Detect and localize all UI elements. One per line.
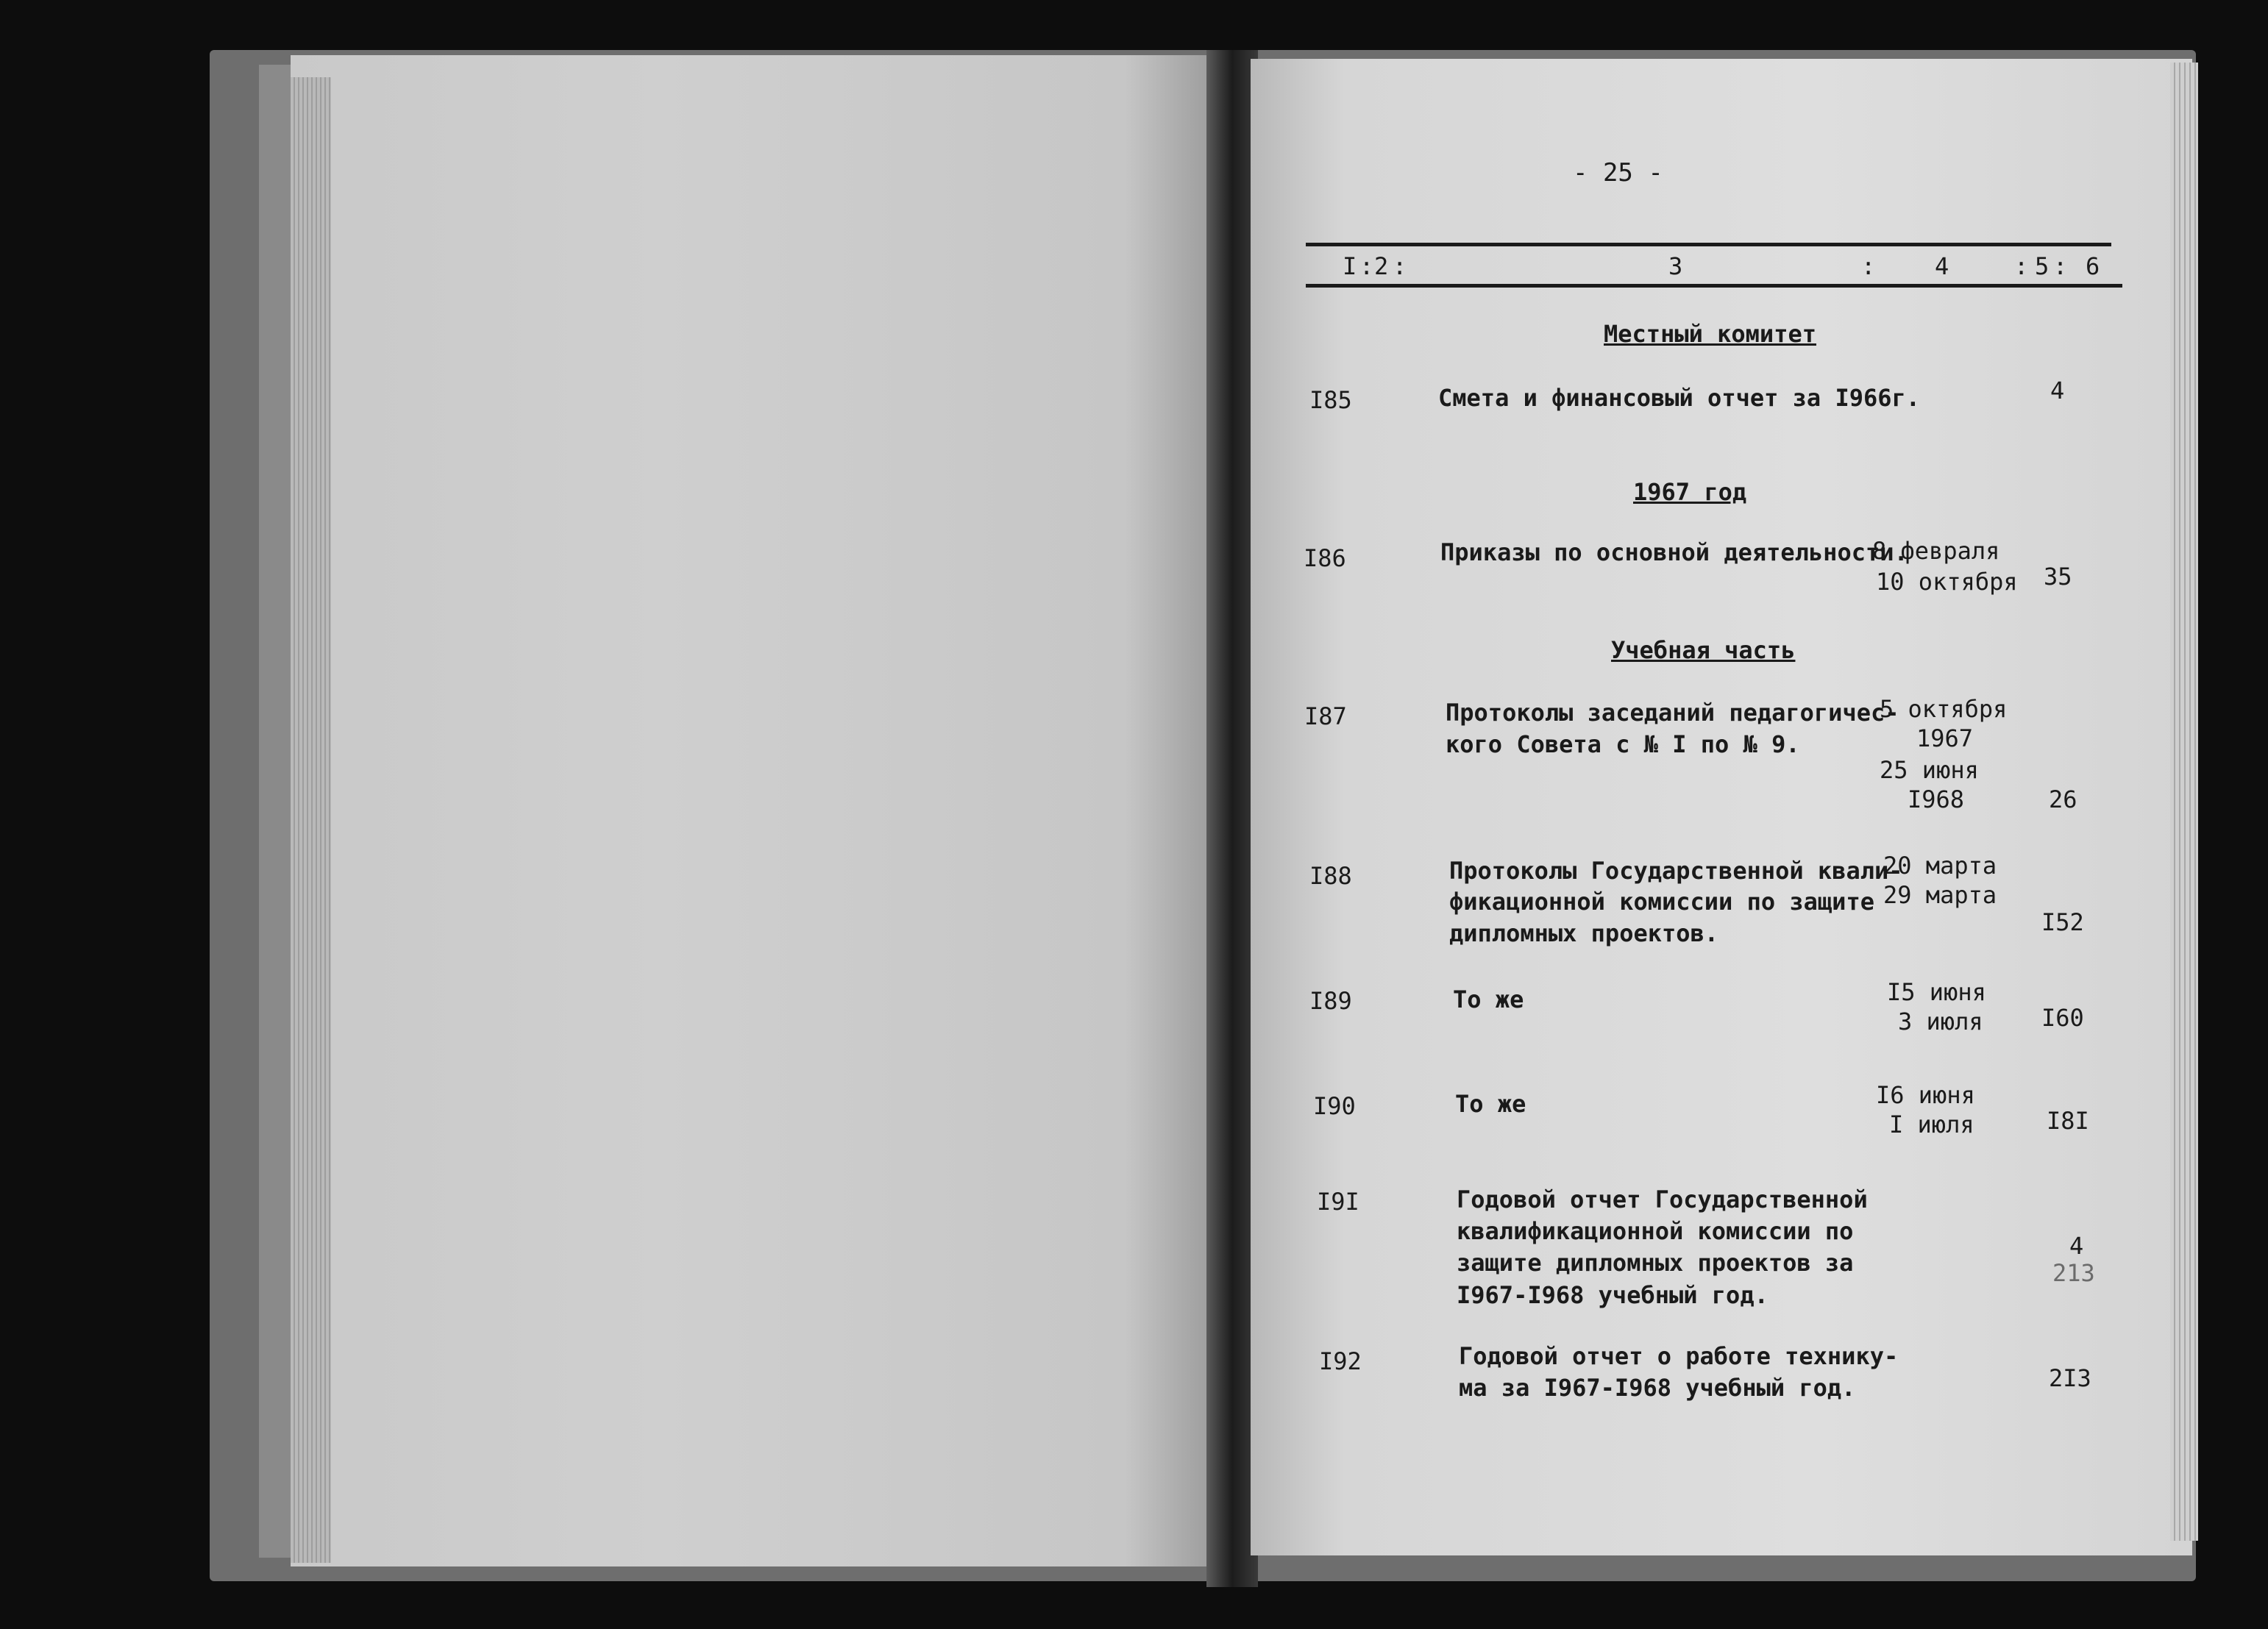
entry-title: фикационной комиссии по защите [1449, 888, 1874, 916]
column-header-3: 3 [1668, 252, 1683, 280]
entry-title: I967-I968 учебный год. [1457, 1281, 1768, 1309]
entry-date: 10 октября [1876, 568, 2018, 596]
entry-date: I5 июня [1887, 978, 1986, 1006]
page-stack-right [2170, 63, 2198, 1541]
entry-number: I87 [1304, 702, 1347, 730]
entry-number: I9I [1317, 1188, 1359, 1216]
table-header-rule-bottom [1306, 284, 2122, 288]
entry-number: I86 [1304, 544, 1346, 572]
entry-number: I88 [1309, 862, 1352, 890]
entry-date: 8 февраля [1872, 537, 2000, 565]
entry-title: То же [1453, 985, 1524, 1013]
entry-sheet-count: 4 [2069, 1232, 2084, 1260]
column-header-6: 6 [2086, 252, 2100, 280]
entry-sheet-count: 2I3 [2049, 1364, 2091, 1392]
entry-sheet-count: 4 [2050, 377, 2065, 404]
entry-title: Смета и финансовый отчет за I966г. [1438, 384, 1921, 412]
left-page-blank [291, 55, 1217, 1566]
entry-date: 29 марта [1883, 881, 1997, 909]
column-separator: : [1861, 252, 1876, 280]
entry-title: ма за I967-I968 учебный год. [1459, 1374, 1856, 1402]
entry-title: кого Совета с № I по № 9. [1446, 730, 1800, 758]
entry-date: 20 марта [1883, 852, 1997, 880]
entry-sheet-count-faint: 213 [2052, 1259, 2095, 1287]
table-header-rule-top [1306, 243, 2111, 246]
column-separator: : [1359, 252, 1374, 280]
entry-title: Протоколы Государственной квали- [1449, 857, 1903, 885]
entry-title: Годовой отчет Государственной [1457, 1186, 1868, 1213]
entry-sheet-count: 35 [2044, 563, 2072, 591]
entry-title: защите дипломных проектов за [1457, 1249, 1854, 1277]
column-separator: : [1393, 252, 1407, 280]
entry-date: I6 июня [1876, 1081, 1975, 1109]
column-header-2: 2 [1374, 252, 1389, 280]
page-number: - 25 - [1573, 158, 1663, 188]
entry-date: 1967 [1916, 724, 1974, 752]
entry-sheet-count: I60 [2041, 1004, 2084, 1032]
entry-sheet-count: I52 [2041, 908, 2084, 936]
entry-date: 3 июля [1898, 1008, 1983, 1035]
entry-number: I92 [1319, 1347, 1362, 1375]
entry-number: I85 [1309, 386, 1352, 414]
section-heading-local-committee: Местный комитет [1604, 320, 1816, 348]
entry-number: I89 [1309, 987, 1352, 1015]
column-header-1: I [1343, 252, 1357, 280]
column-separator: : [2014, 252, 2029, 280]
column-separator: : [2053, 252, 2068, 280]
entry-sheet-count: I8I [2047, 1107, 2089, 1135]
entry-title: квалификационной комиссии по [1457, 1217, 1854, 1245]
entry-date: I968 [1908, 785, 1965, 813]
entry-title: Годовой отчет о работе технику- [1459, 1342, 1899, 1370]
column-header-5: 5 [2035, 252, 2050, 280]
page-stack-left [291, 77, 331, 1563]
entry-date: 5 октября [1880, 695, 2008, 723]
entry-date: 25 июня [1880, 756, 1979, 784]
entry-date: I июля [1889, 1111, 1974, 1138]
column-header-4: 4 [1935, 252, 1949, 280]
section-heading-academic: Учебная часть [1611, 636, 1796, 664]
entry-title: Приказы по основной деятельности. [1440, 538, 1908, 566]
entry-sheet-count: 26 [2049, 785, 2077, 813]
entry-number: I90 [1313, 1092, 1356, 1120]
section-heading-year: 1967 год [1633, 478, 1747, 506]
entry-title: Протоколы заседаний педагогичес- [1446, 699, 1899, 727]
entry-title: То же [1455, 1090, 1526, 1118]
entry-title: дипломных проектов. [1449, 919, 1719, 947]
